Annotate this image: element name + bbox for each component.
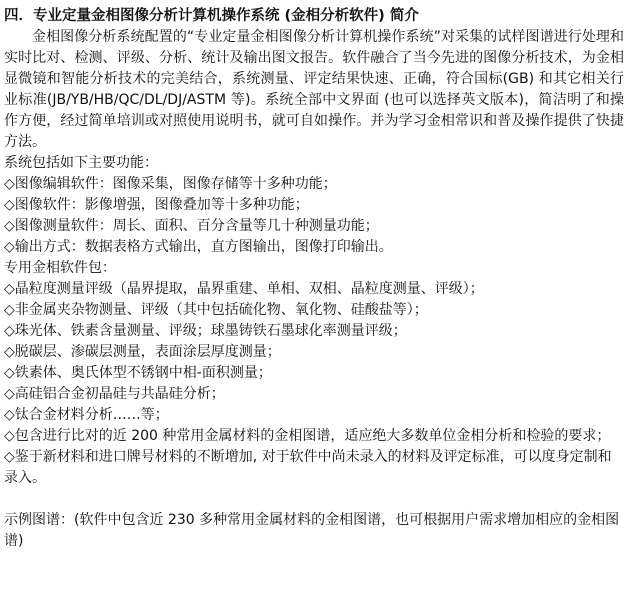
special-package-heading: 专用金相软件包：	[4, 260, 116, 276]
special-package-item: ◇珠光体、铁素含量测量、评级；球墨铸铁石墨球化率测量评级；	[4, 323, 407, 339]
special-package-item: ◇包含进行比对的近 200 种常用金属材料的金相图谱，适应绝大多数单位金相分析和检验的要求；	[4, 428, 611, 444]
special-package-item: ◇脱碳层、渗碳层测量，表面涂层厚度测量；	[4, 344, 281, 360]
document-body	[4, 6, 624, 552]
special-package-item: ◇钛合金材料分析……等；	[4, 407, 169, 423]
main-functions-heading: 系统包括如下主要功能：	[4, 155, 158, 171]
blank-line	[4, 489, 624, 510]
special-package-item: ◇非金属夹杂物测量、评级（其中包括硫化物、氧化物、硅酸盐等）；	[4, 302, 428, 318]
special-package-item: ◇高硅铝合金初晶硅与共晶硅分析；	[4, 386, 225, 402]
intro-paragraph: 金相图像分析系统配置的“专业定量金相图像分析计算机操作系统”对采集的试样图谱进行处理和实时比对、检测、评级、分析、统计及输出图文报告。软件融合了当今先进的图像分析技术，为金相显微镜和智能分析技术的完美结合，系统测量、评定结果快速、正确，符合国标(GB) 和其它相关行业标准(JB/YB/HB/QC/DL/DJ/ASTM 等)。系统全部中文界面 (也可以选择英文版本)，简洁明了和操作方便，经过简单培训或对照使用说明书，就可自如操作。并为学习金相常识和普及操作提供了快捷方法。	[4, 29, 624, 150]
special-package-item: ◇晶粒度测量评级（晶界提取，晶界重建、单相、双相、晶粒度测量、评级）；	[4, 281, 484, 297]
special-package-item: ◇铁素体、奥氏体型不锈钢中相-面积测量；	[4, 365, 272, 381]
example-caption: 示例图谱：(软件中包含近 230 多种常用金属材料的金相图谱，也可根据用户需求增加相应的金相图谱)	[4, 512, 620, 549]
main-function-item: ◇图像软件：影像增强，图像叠加等十多种功能；	[4, 197, 309, 213]
special-package-item: ◇鉴于新材料和进口牌号材料的不断增加, 对于软件中尚未录入的材料及评定标准，可以度身定制和录入。	[4, 449, 612, 486]
main-function-item: ◇图像测量软件：周长、面积、百分含量等几十种测量功能；	[4, 218, 379, 234]
main-function-item: ◇输出方式：数据表格方式输出，直方图输出，图像打印输出。	[4, 239, 393, 255]
main-function-item: ◇图像编辑软件：图像采集，图像存储等十多种功能；	[4, 176, 337, 192]
section-title: 四．专业定量金相图像分析计算机操作系统 (金相分析软件) 简介	[4, 8, 419, 24]
